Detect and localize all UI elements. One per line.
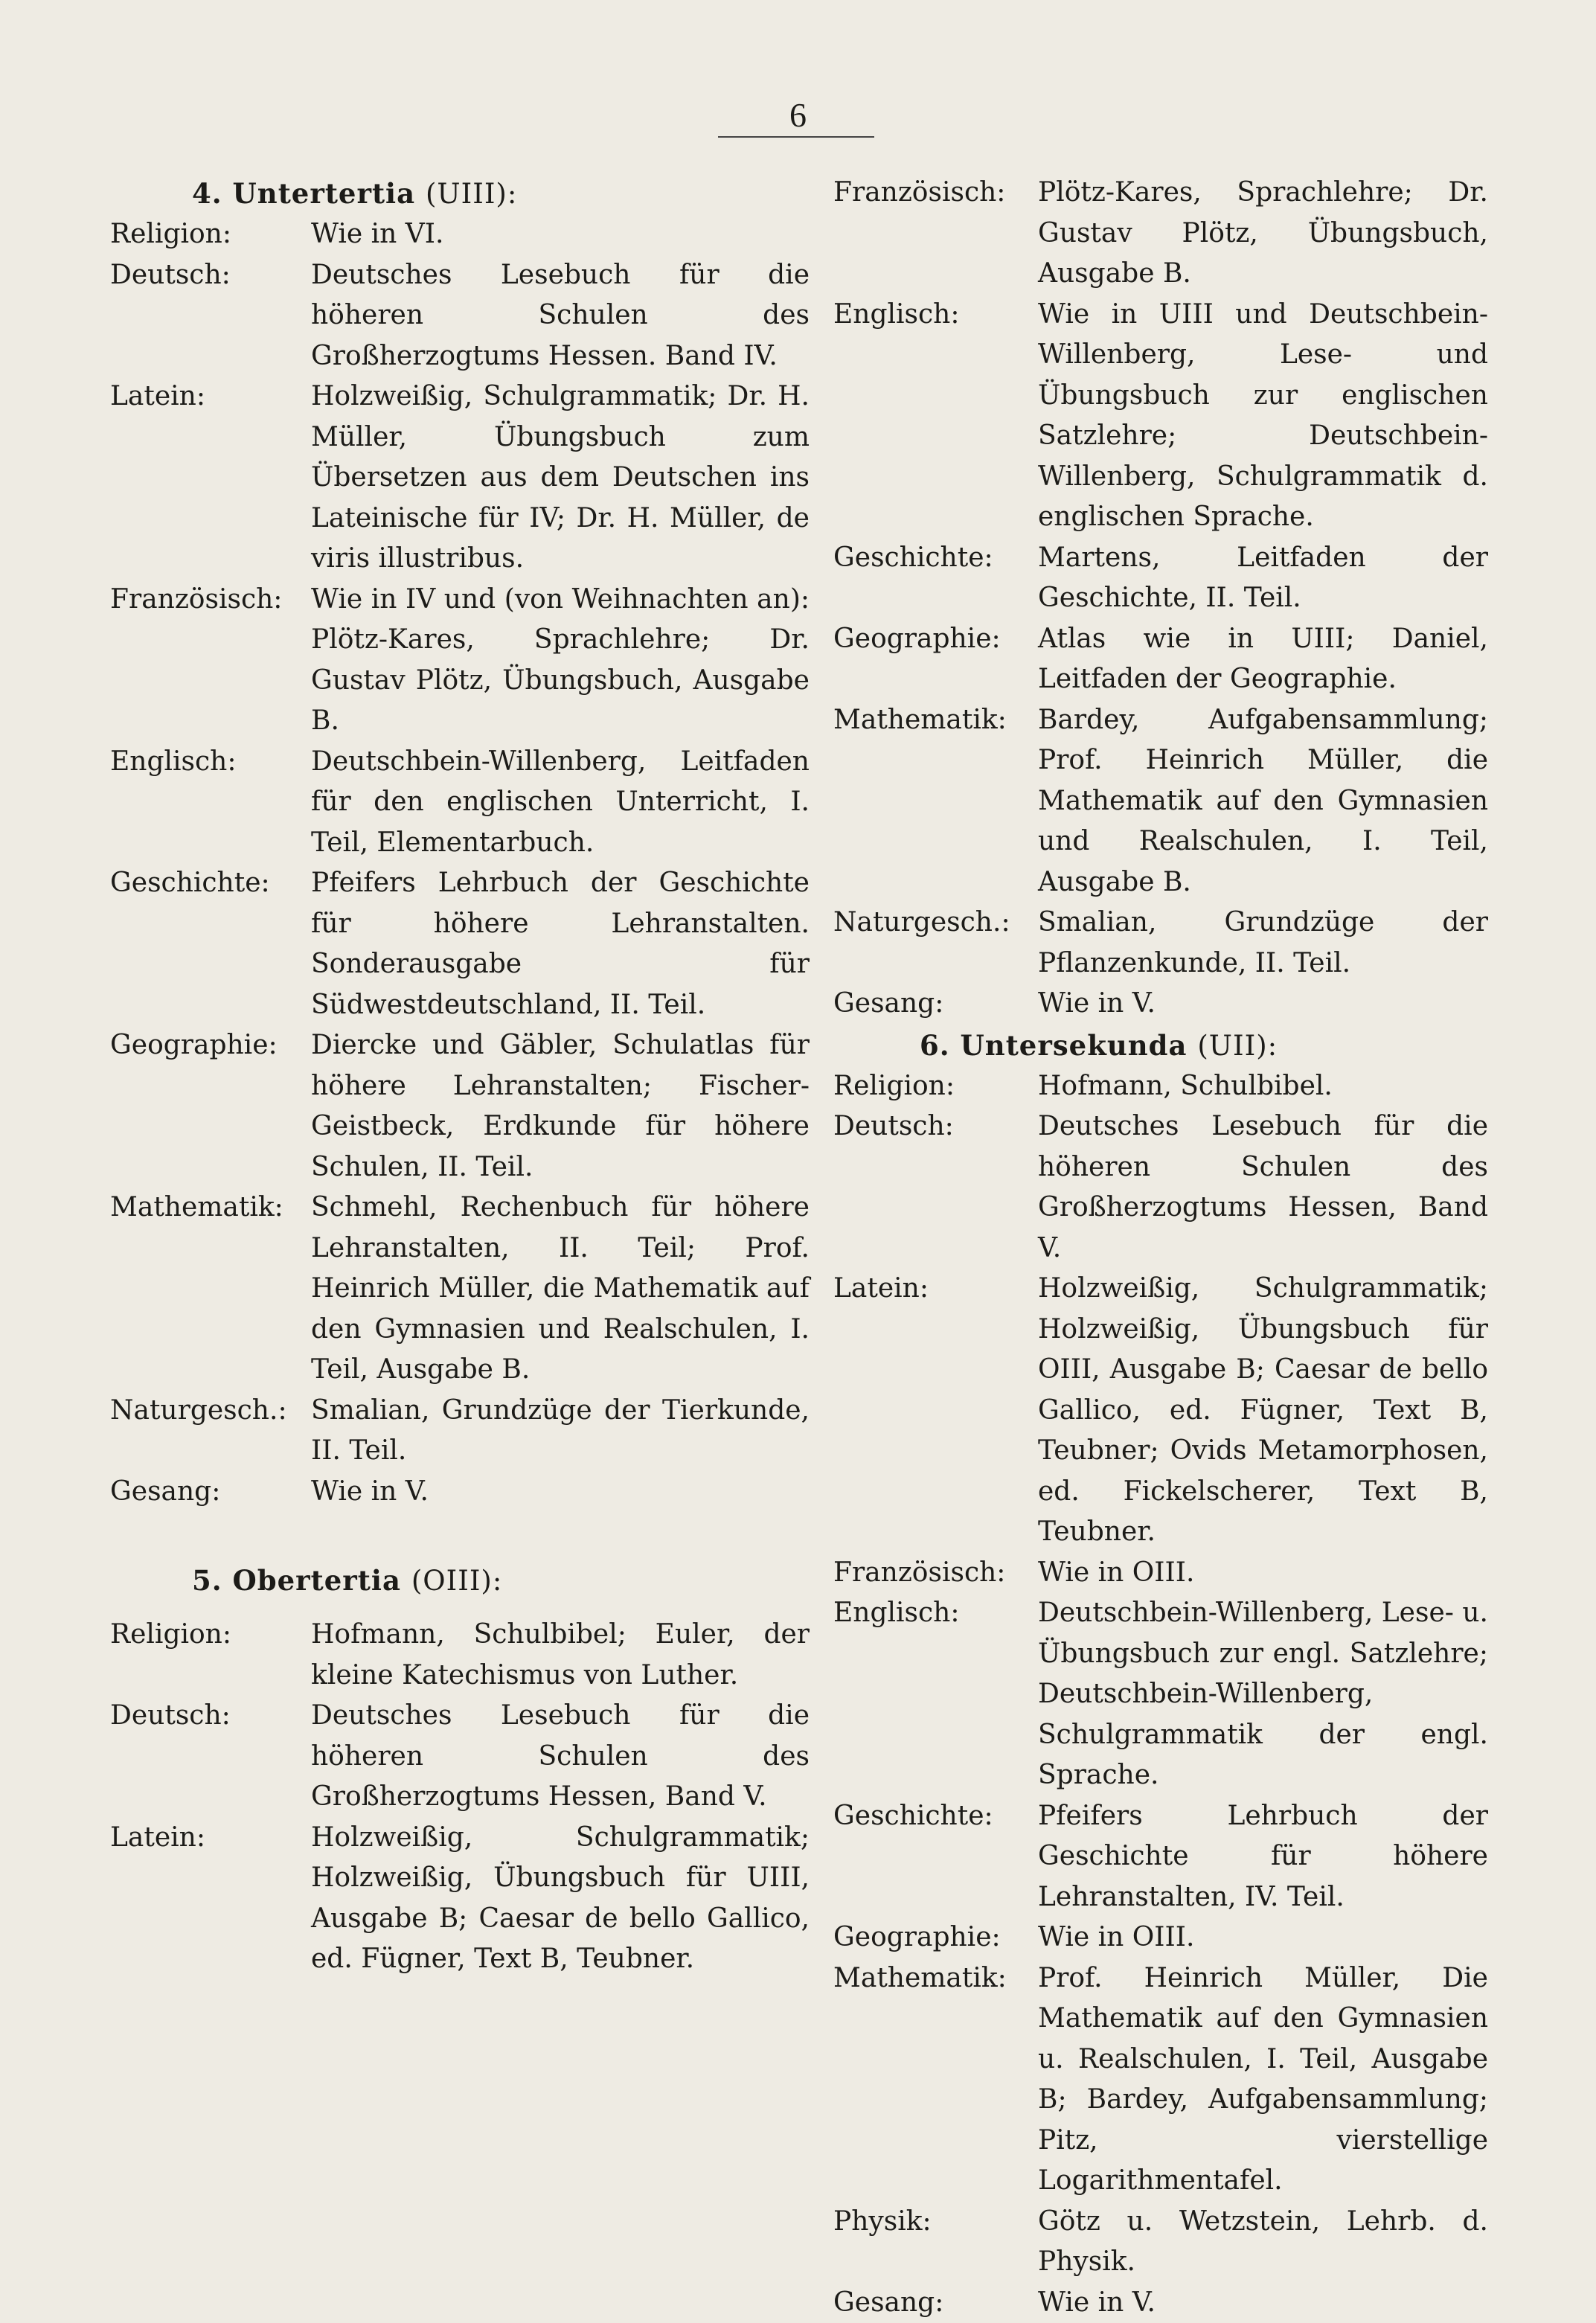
subject-books: Wie in VI. [311,214,810,255]
subject-books: Wie in V. [311,1472,810,1513]
subject-books: Pfeifers Lehrbuch der Geschichte für höhere Lehranstalten, IV. Teil. [1038,1796,1488,1918]
entry-deutsch [833,1106,1488,1269]
subject-books: Götz u. Wetzstein, Lehrb. d. Physik. [1038,2202,1488,2283]
subject-books: Deutsches Lesebuch für die höheren Schulen des Großherzogtums Hessen. Band IV. [311,255,810,377]
subject-books: Holzweißig, Schulgrammatik; Dr. H. Müller, Übungsbuch zum Übersetzen aus dem Deutschen ins Lateinische für IV; Dr. H. Müller, de viris illustribus. [311,377,810,580]
subject-label: Gesang: [833,984,1038,1025]
section-spacer [110,1512,810,1560]
subject-label: Religion: [110,214,311,255]
subject-books: Wie in OIII. [1038,1917,1488,1958]
subject-label: Mathematik: [110,1188,311,1391]
subject-books: Bardey, Aufgabensammlung; Prof. Heinrich Müller, die Mathematik auf den Gymnasien und Realschulen, I. Teil, Ausgabe B. [1038,700,1488,903]
subject-label: Geographie: [833,619,1038,700]
left-column [110,173,810,1980]
entry-latein [110,377,810,580]
page-number-rule [718,136,874,138]
section-spacer [110,1601,810,1615]
section-name: Obertertia [233,1564,401,1597]
subject-label: Naturgesch.: [833,903,1038,984]
subject-label: Latein: [110,1818,311,1980]
entry-mathematik [110,1188,810,1391]
entry-religion [110,1615,810,1696]
subject-books: Atlas wie in UIII; Daniel, Leitfaden der Geographie. [1038,619,1488,700]
entry-latein [110,1818,810,1980]
subject-label: Geschichte: [110,863,311,1025]
section-heading-untertertia [110,173,810,214]
subject-label: Englisch: [110,742,311,864]
subject-label: Latein: [833,1269,1038,1553]
subject-label: Geographie: [110,1025,311,1188]
subject-books: Plötz-Kares, Sprachlehre; Dr. Gustav Plötz, Übungsbuch, Ausgabe B. [1038,173,1488,295]
subject-books: Deutsches Lesebuch für die höheren Schulen des Großherzogtums Hessen, Band V. [1038,1106,1488,1269]
entry-mathematik [833,1958,1488,2202]
subject-label: Naturgesch.: [110,1391,311,1472]
section-name: Untersekunda [961,1029,1188,1062]
entry-englisch [833,295,1488,538]
section-heading-obertertia [110,1560,810,1601]
subject-books: Wie in IV und (von Weihnachten an): Plötz-Kares, Sprachlehre; Dr. Gustav Plötz, Übungsbuch, Ausgabe B. [311,580,810,742]
subject-label: Französisch: [110,580,311,742]
subject-label: Gesang: [833,2283,1038,2323]
subject-label: Mathematik: [833,1958,1038,2202]
subject-books: Hofmann, Schulbibel; Euler, der kleine Katechismus von Luther. [311,1615,810,1696]
entry-englisch [833,1593,1488,1796]
subject-label: Deutsch: [833,1106,1038,1269]
subject-label: Physik: [833,2202,1038,2283]
subject-books: Schmehl, Rechenbuch für höhere Lehranstalten, II. Teil; Prof. Heinrich Müller, die Mathematik auf den Gymnasien und Realschulen, I. Teil, Ausgabe B. [311,1188,810,1391]
subject-label: Englisch: [833,1593,1038,1796]
entry-franzoesisch [833,173,1488,295]
entry-naturgeschichte [110,1391,810,1472]
subject-books: Deutschbein-Willenberg, Leitfaden für den englischen Unterricht, I. Teil, Elementarbuch. [311,742,810,864]
entry-geographie [833,619,1488,700]
section-number: 6. [920,1029,950,1062]
subject-label: Französisch: [833,1553,1038,1594]
subject-books: Smalian, Grundzüge der Tierkunde, II. Teil. [311,1391,810,1472]
right-column [833,173,1488,2323]
entry-gesang [110,1472,810,1513]
entry-franzoesisch [833,1553,1488,1594]
subject-books: Pfeifers Lehrbuch der Geschichte für höhere Lehranstalten. Sonderausgabe für Südwestdeutschland, II. Teil. [311,863,810,1025]
entry-latein [833,1269,1488,1553]
entry-geschichte [110,863,810,1025]
entry-physik [833,2202,1488,2283]
entry-geschichte [833,538,1488,619]
subject-books: Wie in OIII. [1038,1553,1488,1594]
subject-label: Deutsch: [110,1696,311,1818]
entry-gesang [833,984,1488,1025]
section-grade: (OIII): [411,1565,503,1597]
section-number: 4. [192,177,222,210]
subject-books: Holzweißig, Schulgrammatik; Holzweißig, Übungsbuch für UIII, Ausgabe B; Caesar de bello Gallico, ed. Fügner, Text B, Teubner. [311,1818,810,1980]
entry-deutsch [110,1696,810,1818]
entry-naturgeschichte [833,903,1488,984]
subject-label: Religion: [833,1066,1038,1107]
subject-books: Wie in V. [1038,984,1488,1025]
subject-label: Gesang: [110,1472,311,1513]
entry-geographie [110,1025,810,1188]
section-grade: (UII): [1197,1030,1278,1062]
subject-books: Prof. Heinrich Müller, Die Mathematik auf den Gymnasien u. Realschulen, I. Teil, Ausgabe B; Bardey, Aufgabensammlung; Pitz, vierstellige Logarithmentafel. [1038,1958,1488,2202]
subject-books: Wie in V. [1038,2283,1488,2323]
section-heading-untersekunda [833,1025,1488,1066]
subject-books: Deutschbein-Willenberg, Lese- u. Übungsbuch zur engl. Satzlehre; Deutschbein-Willenberg, Schulgrammatik der engl. Sprache. [1038,1593,1488,1796]
entry-gesang [833,2283,1488,2323]
subject-books: Smalian, Grundzüge der Pflanzenkunde, II. Teil. [1038,903,1488,984]
entry-religion [110,214,810,255]
page-number: 6 [0,95,1596,135]
entry-geschichte [833,1796,1488,1918]
subject-label: Mathematik: [833,700,1038,903]
subject-label: Geschichte: [833,1796,1038,1918]
subject-books: Diercke und Gäbler, Schulatlas für höhere Lehranstalten; Fischer-Geistbeck, Erdkunde für höhere Schulen, II. Teil. [311,1025,810,1188]
subject-books: Martens, Leitfaden der Geschichte, II. Teil. [1038,538,1488,619]
entry-franzoesisch [110,580,810,742]
subject-books: Deutsches Lesebuch für die höheren Schulen des Großherzogtums Hessen, Band V. [311,1696,810,1818]
section-number: 5. [192,1564,222,1597]
entry-mathematik [833,700,1488,903]
subject-label: Religion: [110,1615,311,1696]
subject-label: Geographie: [833,1917,1038,1958]
entry-religion [833,1066,1488,1107]
entry-deutsch [110,255,810,377]
subject-books: Holzweißig, Schulgrammatik; Holzweißig, Übungsbuch für OIII, Ausgabe B; Caesar de bello Gallico, ed. Fügner, Text B, Teubner; Ovids Metamorphosen, ed. Fickelscherer, Text B, Teubner. [1038,1269,1488,1553]
subject-label: Deutsch: [110,255,311,377]
entry-geographie [833,1917,1488,1958]
subject-books: Hofmann, Schulbibel. [1038,1066,1488,1107]
subject-books: Wie in UIII und Deutschbein-Willenberg, Lese- und Übungsbuch zur englischen Satzlehre; Deutschbein-Willenberg, Schulgrammatik d. englischen Sprache. [1038,295,1488,538]
subject-label: Latein: [110,377,311,580]
subject-label: Französisch: [833,173,1038,295]
section-name: Untertertia [233,177,416,210]
entry-englisch [110,742,810,864]
section-grade: (UIII): [426,178,517,210]
subject-label: Englisch: [833,295,1038,538]
subject-label: Geschichte: [833,538,1038,619]
